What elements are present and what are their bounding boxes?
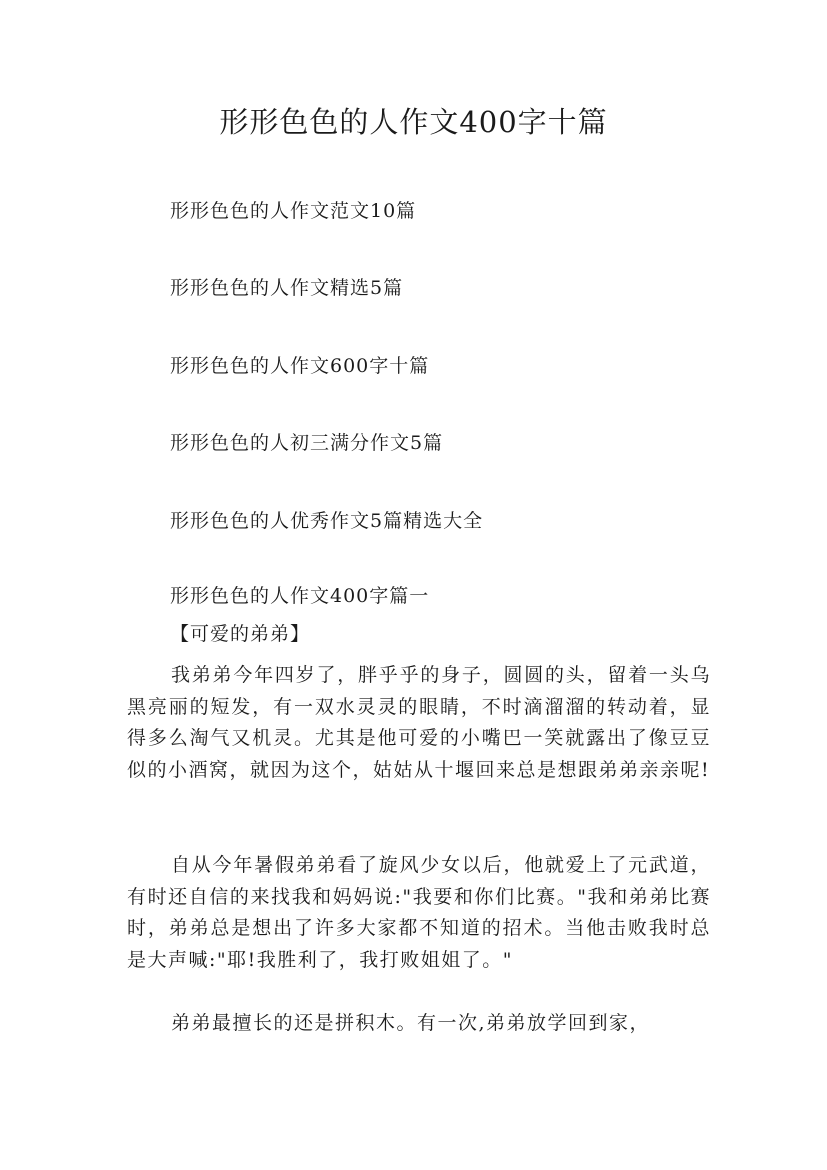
toc-item-3: 形形色色的人作文600字十篇 xyxy=(170,355,430,377)
toc-item-2: 形形色色的人作文精选5篇 xyxy=(170,277,404,299)
essay-heading: 形形色色的人作文400字篇一 xyxy=(170,585,430,607)
essay-subtitle: 【可爱的弟弟】 xyxy=(170,623,311,645)
essay-paragraph-3: 弟弟最擅长的还是拼积木。有一次,弟弟放学回到家， xyxy=(171,1012,651,1034)
toc-item-1: 形形色色的人作文范文10篇 xyxy=(170,200,417,222)
essay-paragraph-2: 自从今年暑假弟弟看了旋风少女以后，他就爱上了元武道，有时还自信的来找我和妈妈说:"我要和你们比赛。"我和弟弟比赛时，弟弟总是想出了许多大家都不知道的招术。当他击败我时总是大声喊:"耶!我胜利了，我打败姐姐了。" xyxy=(127,854,711,971)
page-title: 形形色色的人作文400字十篇 xyxy=(219,105,608,139)
toc-item-4: 形形色色的人初三满分作文5篇 xyxy=(170,432,444,454)
essay-paragraph-1: 我弟弟今年四岁了，胖乎乎的身子，圆圆的头，留着一头乌黑亮丽的短发，有一双水灵灵的眼睛，不时滴溜溜的转动着，显得多么淘气又机灵。尤其是他可爱的小嘴巴一笑就露出了像豆豆似的小酒窝，就因为这个，姑姑从十堰回来总是想跟弟弟亲亲呢! xyxy=(127,664,711,781)
toc-item-5: 形形色色的人优秀作文5篇精选大全 xyxy=(170,510,484,532)
